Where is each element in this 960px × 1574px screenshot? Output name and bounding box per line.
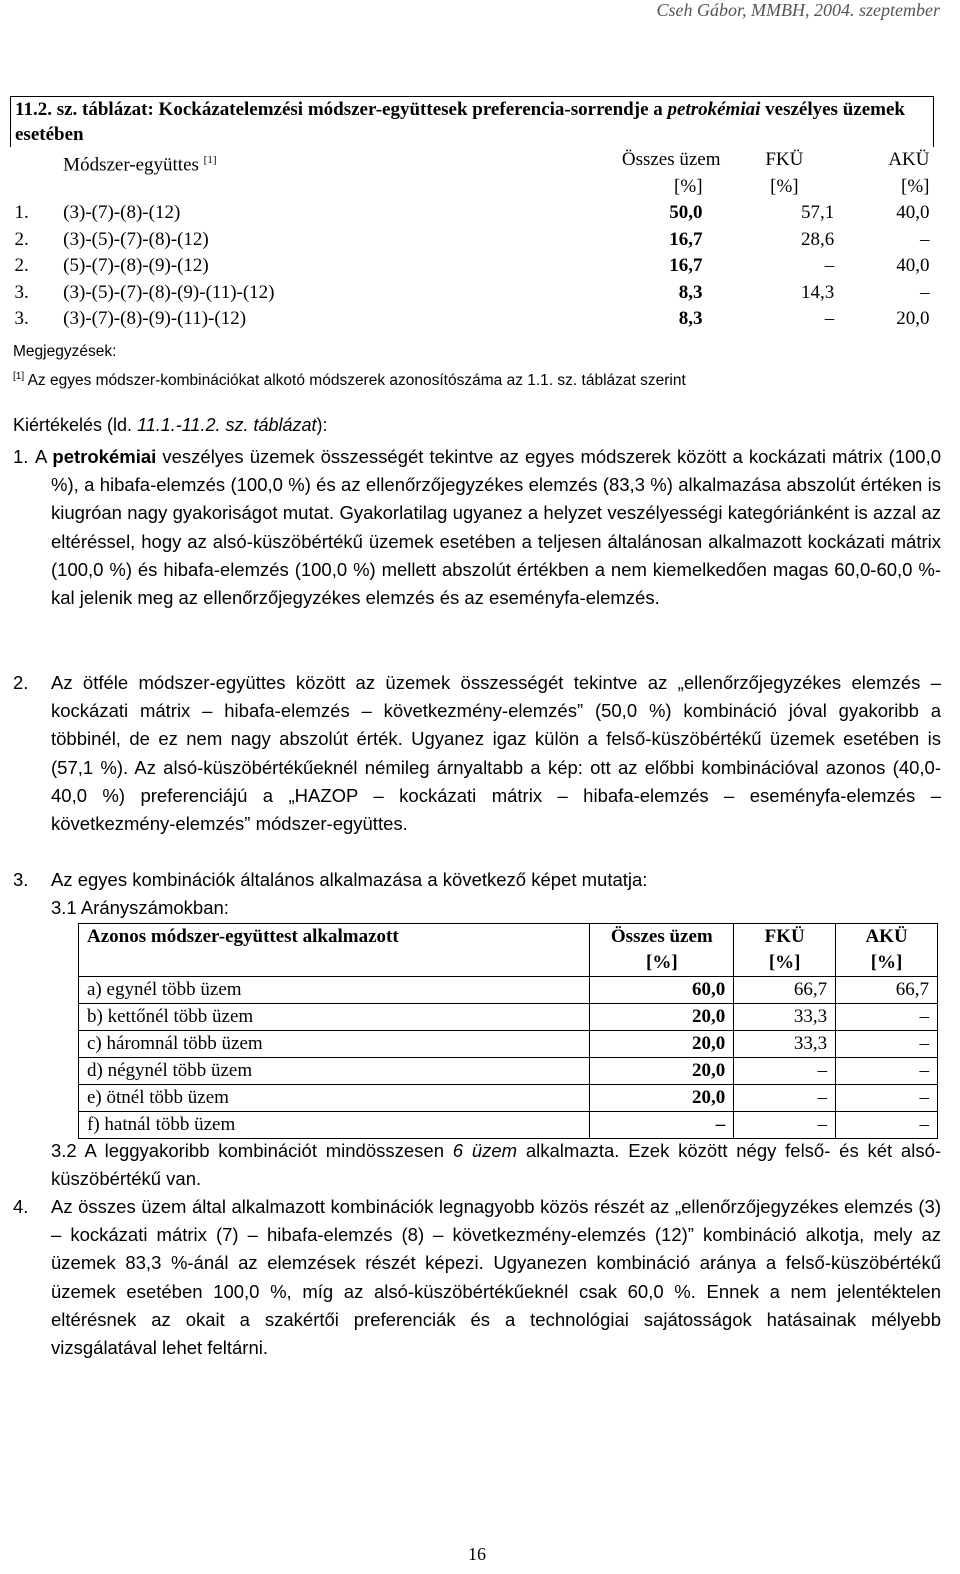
paragraph-2: 2. Az ötféle módszer-együttes között az üzemek összességét tekintve az „ellenőrzőjegyzékes elemzés – kockázati mátrix – hibafa-elemzés – következmény-elemzés” (50,0 %) kombináció jóval gyakoribb a többinél, de ez nem nagy abszolút érték. Ugyanez igaz külön a felső-küszöbértékű üzemek esetében is (57,1 %). Az alsó-küszöbértékűeknél némileg árnyaltabb a kép: ott az előbbi kombinációval azonos (40,0-40,0 %) preferenciájú a „HAZOP – kockázati mátrix – hibafa-elemzés – eseményfa-elemzés – következmény-elemzés” módszer-együttes. bbox=[13, 672, 941, 835]
paragraph-3: 3. Az egyes kombinációk általános alkalmazása a következő képet mutatja: 3.1 Arányszámokban: bbox=[13, 866, 941, 922]
table-row: 3. (3)-(7)-(8)-(9)-(11)-(12) 8,3 – 20,0 bbox=[14, 308, 930, 329]
col-all-header: Összes üzem [%] bbox=[621, 149, 721, 197]
table-row: a) egynél több üzem 60,0 66,7 66,7 bbox=[79, 977, 938, 1004]
usage-ratio-table bbox=[78, 923, 938, 1139]
table-header-row: Azonos módszer-együttest alkalmazott Összes üzem [%] FKÜ [%] AKÜ [%] bbox=[79, 924, 938, 977]
method-preference-table bbox=[10, 96, 934, 333]
table-row: 2. (5)-(7)-(8)-(9)-(12) 16,7 – 40,0 bbox=[14, 255, 930, 276]
caption-italic: petrokémiai bbox=[667, 99, 761, 120]
page-number: 16 bbox=[468, 1544, 486, 1564]
paragraph-3-2: 3.2 A leggyakoribb kombinációt mindösszesen 6 üzem alkalmazta. Ezek között négy felső- és két alsó-küszöbértékű van. bbox=[51, 1140, 942, 1190]
table-row: d) négynél több üzem 20,0 – – bbox=[79, 1058, 938, 1085]
table-row: b) kettőnél több üzem 20,0 33,3 – bbox=[79, 1004, 938, 1031]
paragraph-4: 4. Az összes üzem által alkalmazott kombinációk legnagyobb közös részét az „ellenőrzőjegyzékes elemzés (3) – kockázati mátrix (7) – hibafa-elemzés (8) – következmény-elemzés (12)” kombináció alkotja, mely az üzemek 83,3 %-ánál az elemzések részét képezi. Ugyanezen kombináció aránya a felső-küszöbértékű üzemek esetében 100,0 %, míg az alsó-küszöbértékűeknél csak 60,0 %. Ennek a nem jelentéktelen eltérésnek az okait a szakértői preferenciák és a technológiai sajátosságok hatásainak mélyebb vizsgálatával lehet feltárni. bbox=[13, 1196, 941, 1359]
notes-title: Megjegyzések: bbox=[13, 343, 117, 360]
table-row: 1. (3)-(7)-(8)-(12) 50,0 57,1 40,0 bbox=[14, 202, 930, 223]
table-caption-row bbox=[11, 97, 934, 148]
col-method-header: Módszer-együttes [1] bbox=[63, 154, 217, 176]
page-header: Cseh Gábor, MMBH, 2004. szeptember bbox=[656, 0, 940, 20]
paragraph-1: 1. A petrokémiai veszélyes üzemek összességét tekintve az egyes módszerek között a kockázati mátrix (100,0 %), a hibafa-elemzés (100,0 %) és az ellenőrzőjegyzékes elemzés (83,3 %) alkalmazása abszolút értéken is kiugróan nagy gyakoriságot mutat. Gyakorlatilag ugyanez a helyzet veszélyességi kategóriánként is azzal az eltéréssel, hogy az alsó-küszöbértékű üzemek esetében a teljesen általánosan alkalmazott kockázati mátrix (100,0 %) és hibafa-elemzés (100,0 %) mellett abszolút értékben a nem kiemelkedően magas 60,0-60,0 %-kal jelenik meg az ellenőrzőjegyzékes elemzés és az eseményfa-elemzés. bbox=[13, 446, 941, 609]
col-fku-header: FKÜ [%] bbox=[765, 149, 804, 197]
table-row: c) háromnál több üzem 20,0 33,3 – bbox=[79, 1031, 938, 1058]
table-row: 2. (3)-(5)-(7)-(8)-(12) 16,7 28,6 – bbox=[14, 228, 930, 250]
table-row: f) hatnál több üzem – – – bbox=[79, 1112, 938, 1139]
subheading-3-1: 3.1 Arányszámokban: bbox=[51, 897, 229, 919]
note-item: [1] Az egyes módszer-kombinációkat alkotó módszerek azonosítószáma az 1.1. sz. táblázat szerint bbox=[13, 371, 686, 390]
table-row: 3. (3)-(5)-(7)-(8)-(9)-(11)-(12) 8,3 14,3 – bbox=[14, 281, 930, 303]
col-aku-header: AKÜ [%] bbox=[888, 149, 930, 197]
table-notes bbox=[13, 339, 686, 393]
table-caption: 11.2. sz. táblázat: Kockázatelemzési módszer-együttesek preferencia-sorrendje a petrokémiai veszélyes üzemek esetében bbox=[11, 97, 934, 148]
evaluation-heading: Kiértékelés (ld. 11.1.-11.2. sz. táblázat): bbox=[13, 415, 328, 435]
table-header-row bbox=[11, 147, 934, 200]
table-row: e) ötnél több üzem 20,0 – – bbox=[79, 1085, 938, 1112]
